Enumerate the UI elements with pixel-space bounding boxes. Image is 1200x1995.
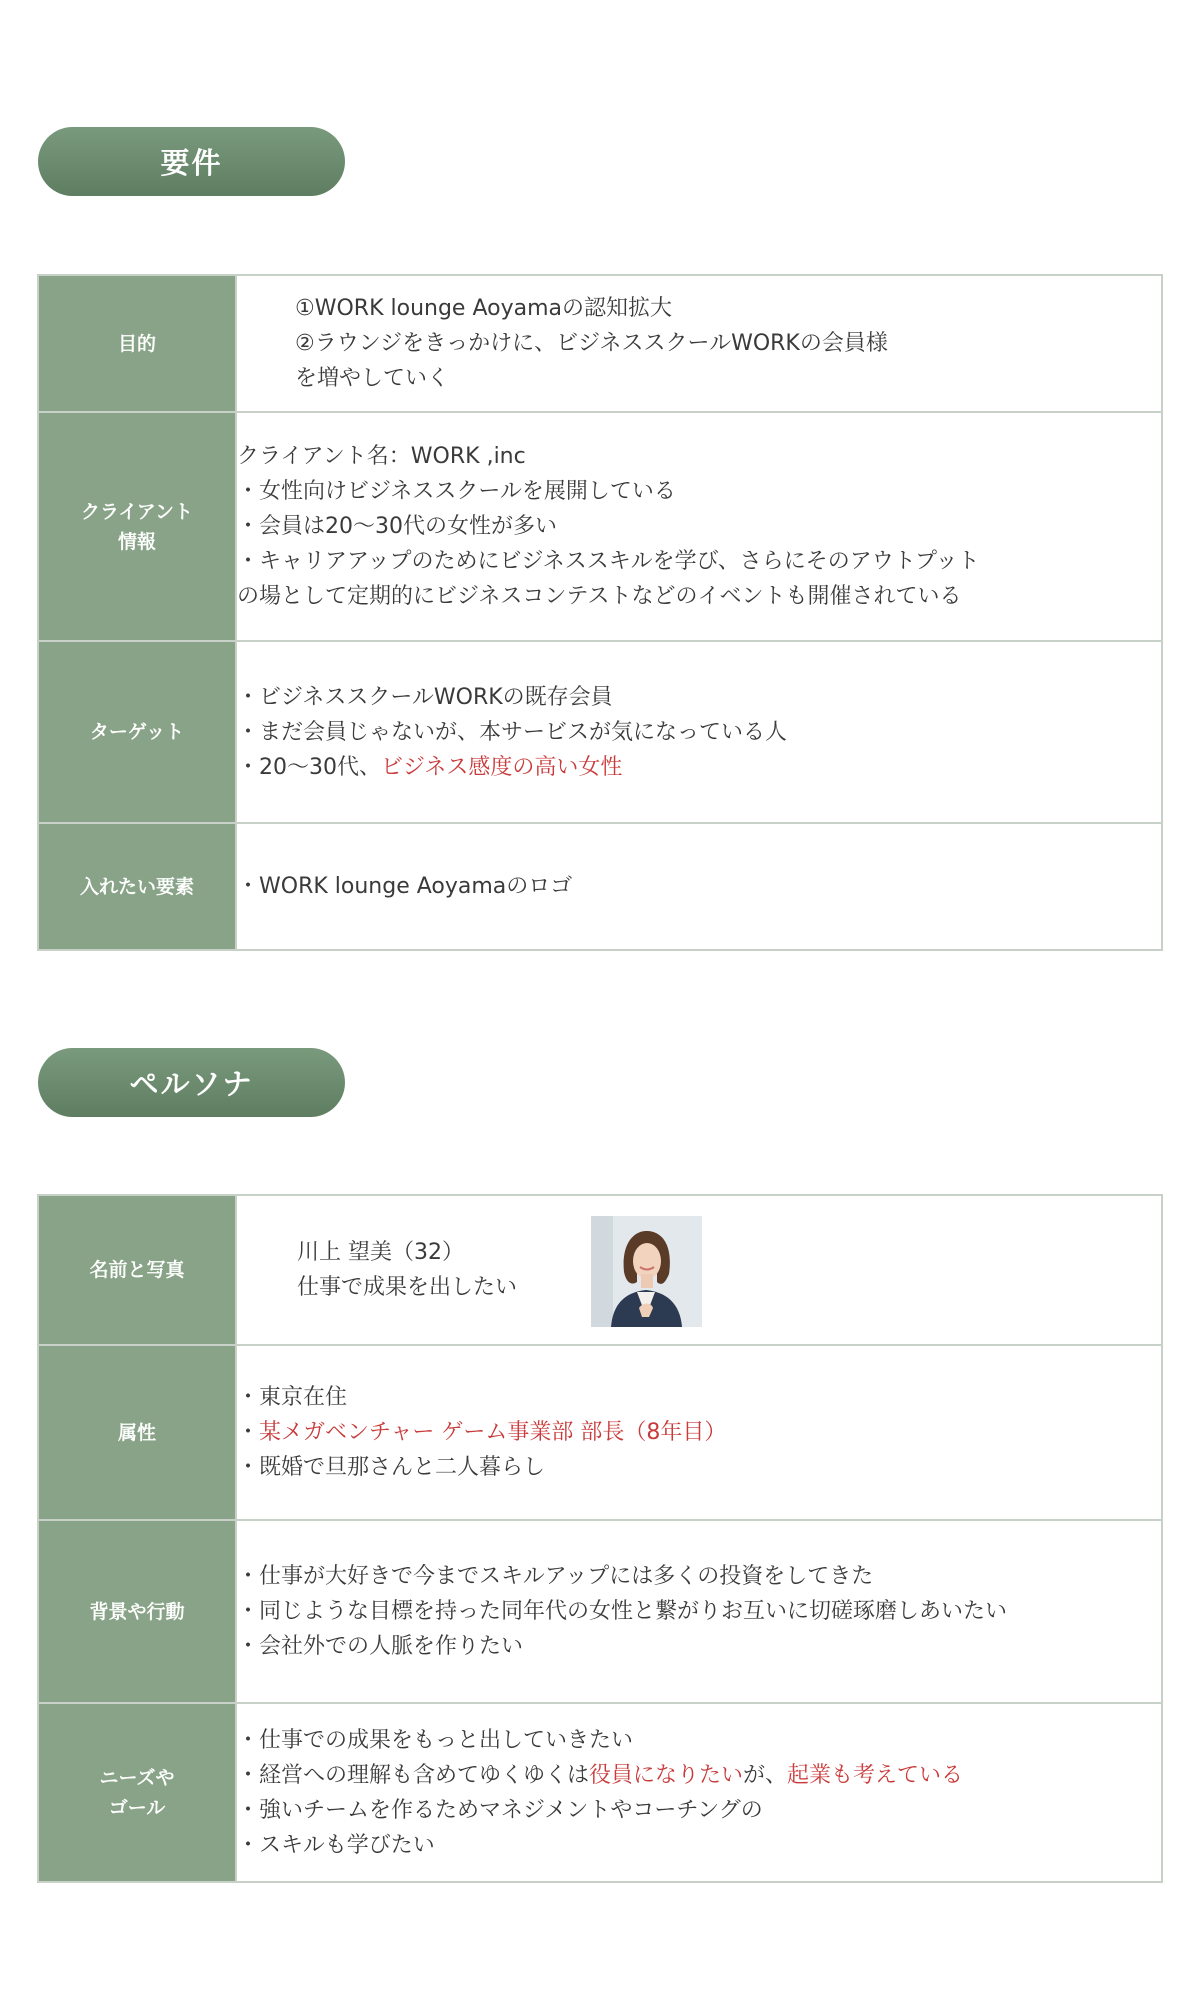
requirements-heading: 要件 bbox=[38, 127, 345, 196]
text-line: ・女性向けビジネススクールを展開している bbox=[237, 479, 676, 504]
text-line: の場として定期的にビジネスコンテストなどのイベントも開催されている bbox=[237, 584, 962, 609]
row-label-background: 背景や行動 bbox=[38, 1520, 236, 1703]
table-row bbox=[38, 1703, 1162, 1882]
row-value-attributes bbox=[236, 1345, 1162, 1520]
persona-table bbox=[37, 1194, 1163, 1883]
persona-heading: ペルソナ bbox=[38, 1048, 345, 1117]
persona-tagline: 仕事で成果を出したい bbox=[297, 1275, 518, 1300]
text-line: ・会社外での人脈を作りたい bbox=[237, 1634, 524, 1659]
text-line: ・スキルも学びたい bbox=[237, 1832, 435, 1858]
text-line: ・経営への理解も含めてゆくゆくは役員になりたいが、起業も考えている bbox=[237, 1762, 964, 1788]
row-label-name-photo: 名前と写真 bbox=[38, 1195, 236, 1345]
text-line: ①WORK lounge Aoyamaの認知拡大 bbox=[295, 296, 672, 321]
row-value-target bbox=[236, 641, 1162, 823]
text-line: クライアント名：WORK ,inc bbox=[237, 444, 526, 469]
persona-photo bbox=[591, 1216, 702, 1327]
text-line: を増やしていく bbox=[295, 366, 450, 391]
table-row bbox=[38, 1345, 1162, 1520]
table-row bbox=[38, 1520, 1162, 1703]
highlight-text: 起業も考えている bbox=[787, 1762, 964, 1788]
row-label-client: クライアント 情報 bbox=[38, 412, 236, 641]
text-line: ・ビジネススクールWORKの既存会員 bbox=[237, 684, 613, 710]
persona-name: 川上 望美（32） bbox=[297, 1240, 464, 1265]
table-row bbox=[38, 412, 1162, 641]
table-row bbox=[38, 641, 1162, 823]
text-line: ・20〜30代、ビジネス感度の高い女性 bbox=[237, 754, 623, 780]
table-row bbox=[38, 1195, 1162, 1345]
text-line: ・会員は20〜30代の女性が多い bbox=[237, 514, 557, 539]
row-label-target: ターゲット bbox=[38, 641, 236, 823]
text-line: ・まだ会員じゃないが、本サービスが気になっている人 bbox=[237, 719, 788, 745]
row-value-purpose bbox=[236, 275, 1162, 412]
row-label-purpose: 目的 bbox=[38, 275, 236, 412]
row-label-elements: 入れたい要素 bbox=[38, 823, 236, 950]
text-line: ・仕事が大好きで今までスキルアップには多くの投資をしてきた bbox=[237, 1564, 874, 1589]
row-label-attributes: 属性 bbox=[38, 1345, 236, 1520]
text-line: ・某メガベンチャー ゲーム事業部 部長（8年目） bbox=[237, 1420, 727, 1445]
row-value-elements bbox=[236, 823, 1162, 950]
row-value-background bbox=[236, 1520, 1162, 1703]
highlight-text: 某メガベンチャー ゲーム事業部 部長（8年目） bbox=[259, 1420, 727, 1445]
text-line: ・強いチームを作るためマネジメントやコーチングの bbox=[237, 1797, 763, 1823]
row-value-needs-goals bbox=[236, 1703, 1162, 1882]
table-row bbox=[38, 823, 1162, 950]
row-value-name-photo bbox=[236, 1195, 1162, 1345]
row-label-needs-goals: ニーズや ゴール bbox=[38, 1703, 236, 1882]
text-line: ・東京在住 bbox=[237, 1385, 348, 1410]
text-line: ・既婚で旦那さんと二人暮らし bbox=[237, 1455, 546, 1480]
row-value-client bbox=[236, 412, 1162, 641]
table-row bbox=[38, 275, 1162, 412]
text-line: ②ラウンジをきっかけに、ビジネススクールWORKの会員様 bbox=[295, 331, 888, 356]
text-line: ・仕事での成果をもっと出していきたい bbox=[237, 1727, 634, 1753]
requirements-table bbox=[37, 274, 1163, 951]
highlight-text: ビジネス感度の高い女性 bbox=[381, 754, 623, 780]
highlight-text: 役員になりたい bbox=[589, 1762, 744, 1788]
text-line: ・WORK lounge Aoyamaのロゴ bbox=[237, 874, 573, 899]
text-line: ・同じような目標を持った同年代の女性と繋がりお互いに切磋琢磨しあいたい bbox=[237, 1599, 1008, 1624]
text-line: ・キャリアアップのためにビジネススキルを学び、さらにそのアウトプット bbox=[237, 549, 980, 574]
